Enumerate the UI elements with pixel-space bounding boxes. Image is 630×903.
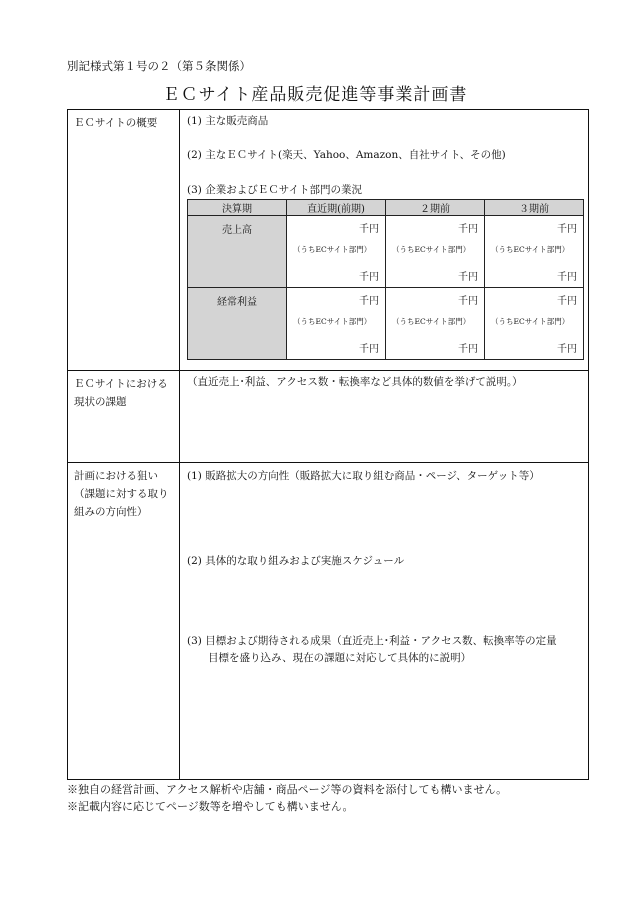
- fiscal-period-header: 決算期: [188, 200, 287, 216]
- ec-division-label: （うちECサイト部門）: [491, 317, 570, 326]
- unit-label: 千円: [557, 224, 577, 235]
- business-status-table: [187, 199, 584, 360]
- targets-item-line2: 目標を盛り込み、現在の課題に対応して具体的に説明）: [208, 652, 472, 664]
- ordinary-profit-row: [188, 288, 584, 360]
- footnote: ※記載内容に応じてページ数等を増やしても構いません。: [67, 800, 354, 813]
- unit-label: 千円: [359, 296, 379, 307]
- profit-three-periods-ago-cell[interactable]: [485, 288, 584, 360]
- profit-latest-cell[interactable]: [287, 288, 386, 360]
- ec-division-label: （うちECサイト部門）: [293, 317, 372, 326]
- unit-label: 千円: [557, 272, 577, 283]
- current-issues-instruction: （直近売上･利益、アクセス数・転換率など具体的数値を挙げて説明。）: [187, 376, 523, 388]
- unit-label: 千円: [557, 296, 577, 307]
- plan-form-table: [67, 109, 589, 780]
- footnote: ※独自の経営計画、アクセス解析や店舗・商品ページ等の資料を添付しても構いません。: [67, 783, 508, 796]
- unit-label: 千円: [359, 224, 379, 235]
- targets-item-line1: (3) 目標および期待される成果（直近売上･利益・アクセス数、転換率等の定量: [187, 635, 557, 647]
- unit-label: 千円: [557, 344, 577, 355]
- plan-aims-label: 計画における狙い（課題に対する取り組みの方向性）: [68, 463, 180, 780]
- business-status-header-row: [188, 200, 584, 216]
- two-periods-ago-header: ２期前: [386, 200, 485, 216]
- unit-label: 千円: [458, 224, 478, 235]
- form-reference: 別記様式第１号の２（第５条関係）: [67, 59, 251, 73]
- three-periods-ago-header: ３期前: [485, 200, 584, 216]
- sales-two-periods-ago-cell[interactable]: [386, 216, 485, 288]
- sales-three-periods-ago-cell[interactable]: [485, 216, 584, 288]
- ec-division-label: （うちECサイト部門）: [392, 245, 471, 254]
- document-title: ＥＣサイト産品販売促進等事業計画書: [162, 85, 468, 105]
- ec-division-label: （うちECサイト部門）: [491, 245, 570, 254]
- ordinary-profit-label: 経常利益: [188, 288, 287, 360]
- overview-row: [68, 110, 589, 371]
- unit-label: 千円: [458, 272, 478, 283]
- unit-label: 千円: [359, 344, 379, 355]
- unit-label: 千円: [359, 272, 379, 283]
- targets-item: [187, 633, 582, 667]
- current-issues-label: ＥＣサイトにおける現状の課題: [68, 371, 180, 463]
- main-products-item: (1) 主な販売商品: [187, 115, 269, 127]
- unit-label: 千円: [458, 344, 478, 355]
- current-issues-content[interactable]: [180, 371, 589, 463]
- overview-label: ＥＣサイトの概要: [68, 110, 180, 371]
- sales-row: [188, 216, 584, 288]
- sales-label: 売上高: [188, 216, 287, 288]
- profit-two-periods-ago-cell[interactable]: [386, 288, 485, 360]
- footnotes: [67, 781, 507, 815]
- business-status-item: (3) 企業およびＥＣサイト部門の業況: [187, 184, 362, 196]
- main-ec-sites-item: (2) 主なＥＣサイト(楽天、Yahoo、Amazon、自社サイト、その他): [187, 149, 506, 161]
- schedule-item: (2) 具体的な取り組みおよび実施スケジュール: [187, 555, 405, 567]
- ec-division-label: （うちECサイト部門）: [392, 317, 471, 326]
- plan-aims-content[interactable]: [180, 463, 589, 780]
- ec-division-label: （うちECサイト部門）: [293, 245, 372, 254]
- current-issues-row: [68, 371, 589, 463]
- overview-content[interactable]: [180, 110, 589, 371]
- sales-latest-cell[interactable]: [287, 216, 386, 288]
- unit-label: 千円: [458, 296, 478, 307]
- latest-period-header: 直近期(前期): [287, 200, 386, 216]
- channel-expansion-item: (1) 販路拡大の方向性（販路拡大に取り組む商品・ページ、ターゲット等）: [187, 470, 540, 482]
- plan-aims-row: [68, 463, 589, 780]
